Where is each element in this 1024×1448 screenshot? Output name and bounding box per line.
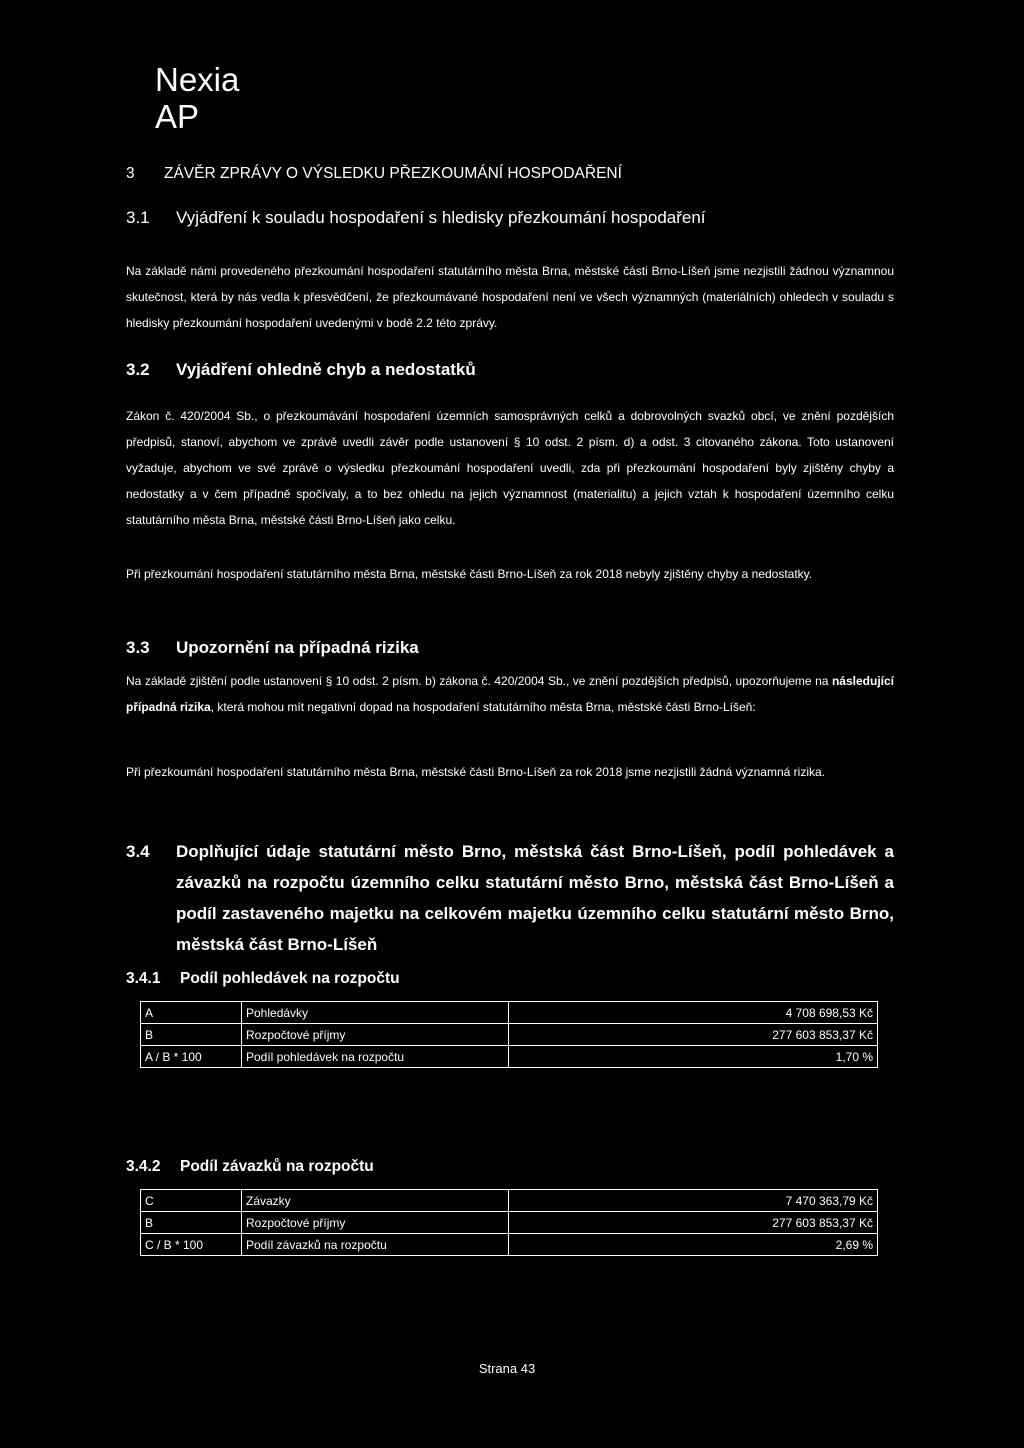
paragraph-part-3: , která mohou mít negativní dopad na hospodaření statutárního města Brna, městské části Brno-Líšeň: (210, 700, 756, 714)
heading-3-3 (126, 638, 419, 658)
heading-title: Upozornění na případná rizika (176, 638, 419, 657)
table-cell: 2,69 % (509, 1234, 878, 1256)
heading-number: 3.4.1 (126, 970, 161, 987)
table-cell: Rozpočtové příjmy (242, 1212, 509, 1234)
paragraph-3-3-b: Při přezkoumání hospodaření statutárního města Brna, městské části Brno-Líšeň za rok 2018 jsme nezjistili žádná významná rizika. (126, 765, 825, 779)
section-heading-3 (126, 165, 622, 183)
heading-3-2 (126, 360, 476, 380)
logo-line-1: Nexia (155, 61, 240, 98)
heading-title: Vyjádření k souladu hospodaření s hledisky přezkoumání hospodaření (176, 208, 706, 227)
table-cell: Podíl závazků na rozpočtu (242, 1234, 509, 1256)
logo-line-2: AP (155, 98, 200, 135)
heading-3-4-2 (126, 1158, 374, 1176)
table-cell: Pohledávky (242, 1002, 509, 1024)
table-cell: A (141, 1002, 242, 1024)
paragraph-emphasis: následující případná rizika (126, 674, 894, 714)
heading-title: Podíl závazků na rozpočtu (180, 1158, 374, 1175)
heading-3-4-1 (126, 970, 400, 988)
table-cell: 1,70 % (509, 1046, 878, 1068)
heading-number: 3.4 (126, 842, 150, 861)
table-row (141, 1212, 878, 1234)
table-cell: 7 470 363,79 Kč (509, 1190, 878, 1212)
heading-number: 3.3 (126, 638, 150, 657)
paragraph-3-2-a: Zákon č. 420/2004 Sb., o přezkoumávání hospodaření územních samosprávných celků a dobrovolných svazků obcí, ve znění pozdějších předpisů, stanoví, abychom ve zprávě uvedli závěr podle ustanovení § 10 odst. 2 písm. d) a odst. 3 citovaného zákona. Toto ustanovení vyžaduje, abychom ve své zprávě o výsledku přezkoumání hospodaření uvedli, zda při přezkoumání hospodaření byly zjištěny chyby a nedostatky a v čem případně spočívaly, a to bez ohledu na jejich významnost (materialitu) a jejich vztah k hospodaření územního celku statutárního města Brna, městské části Brno-Líšeň jako celku. (126, 409, 894, 527)
heading-number: 3.1 (126, 208, 150, 227)
paragraph-3-1: Na základě námi provedeného přezkoumání hospodaření statutárního města Brna, městské části Brno-Líšeň jsme nezjistili žádnou významnou skutečnost, která by nás vedla k přesvědčení, že přezkoumávané hospodaření není ve všech významných (materiálních) ohledech v souladu s hledisky přezkoumání hospodaření uvedenými v bodě 2.2 této zprávy. (126, 264, 894, 330)
table-row (141, 1190, 878, 1212)
heading-title: Vyjádření ohledně chyb a nedostatků (176, 360, 476, 379)
table-cell: B (141, 1212, 242, 1234)
table-cell: C (141, 1190, 242, 1212)
table-cell: 277 603 853,37 Kč (509, 1212, 878, 1234)
heading-title: Doplňující údaje statutární město Brno, městská část Brno-Líšeň, podíl pohledávek a závazků na rozpočtu územního celku statutární město Brno, městská část Brno-Líšeň a podíl zastaveného majetku na celkovém majetku územního celku statutární město Brno, městská část Brno-Líšeň (176, 842, 894, 954)
heading-3-1 (126, 208, 706, 228)
table-cell: Závazky (242, 1190, 509, 1212)
table-row (141, 1046, 878, 1068)
table-cell: 4 708 698,53 Kč (509, 1002, 878, 1024)
table-cell: A / B * 100 (141, 1046, 242, 1068)
table-cell: C / B * 100 (141, 1234, 242, 1256)
receivables-table (140, 1001, 878, 1068)
table-row (141, 1024, 878, 1046)
table-row (141, 1002, 878, 1024)
table-cell: 277 603 853,37 Kč (509, 1024, 878, 1046)
table-cell: B (141, 1024, 242, 1046)
table-row (141, 1234, 878, 1256)
heading-title: Podíl pohledávek na rozpočtu (180, 970, 400, 987)
table-cell: Podíl pohledávek na rozpočtu (242, 1046, 509, 1068)
table-cell: Rozpočtové příjmy (242, 1024, 509, 1046)
page-number: Strana 43 (478, 1361, 536, 1376)
section-number: 3 (126, 165, 135, 182)
heading-number: 3.4.2 (126, 1158, 161, 1175)
company-logo (155, 62, 239, 136)
liabilities-table (140, 1189, 878, 1256)
section-title: ZÁVĚR ZPRÁVY O VÝSLEDKU PŘEZKOUMÁNÍ HOSPODAŘENÍ (164, 165, 622, 182)
paragraph-3-2-b: Při přezkoumání hospodaření statutárního města Brna, městské části Brno-Líšeň za rok 2018 nebyly zjištěny chyby a nedostatky. (126, 567, 813, 581)
paragraph-3-3-a (126, 668, 894, 720)
paragraph-part-1: Na základě zjištění podle ustanovení § 10 odst. 2 písm. b) zákona č. 420/2004 Sb., ve znění pozdějších předpisů, upozorňujeme na (126, 674, 832, 688)
heading-number: 3.2 (126, 360, 150, 379)
heading-3-4 (126, 836, 894, 960)
